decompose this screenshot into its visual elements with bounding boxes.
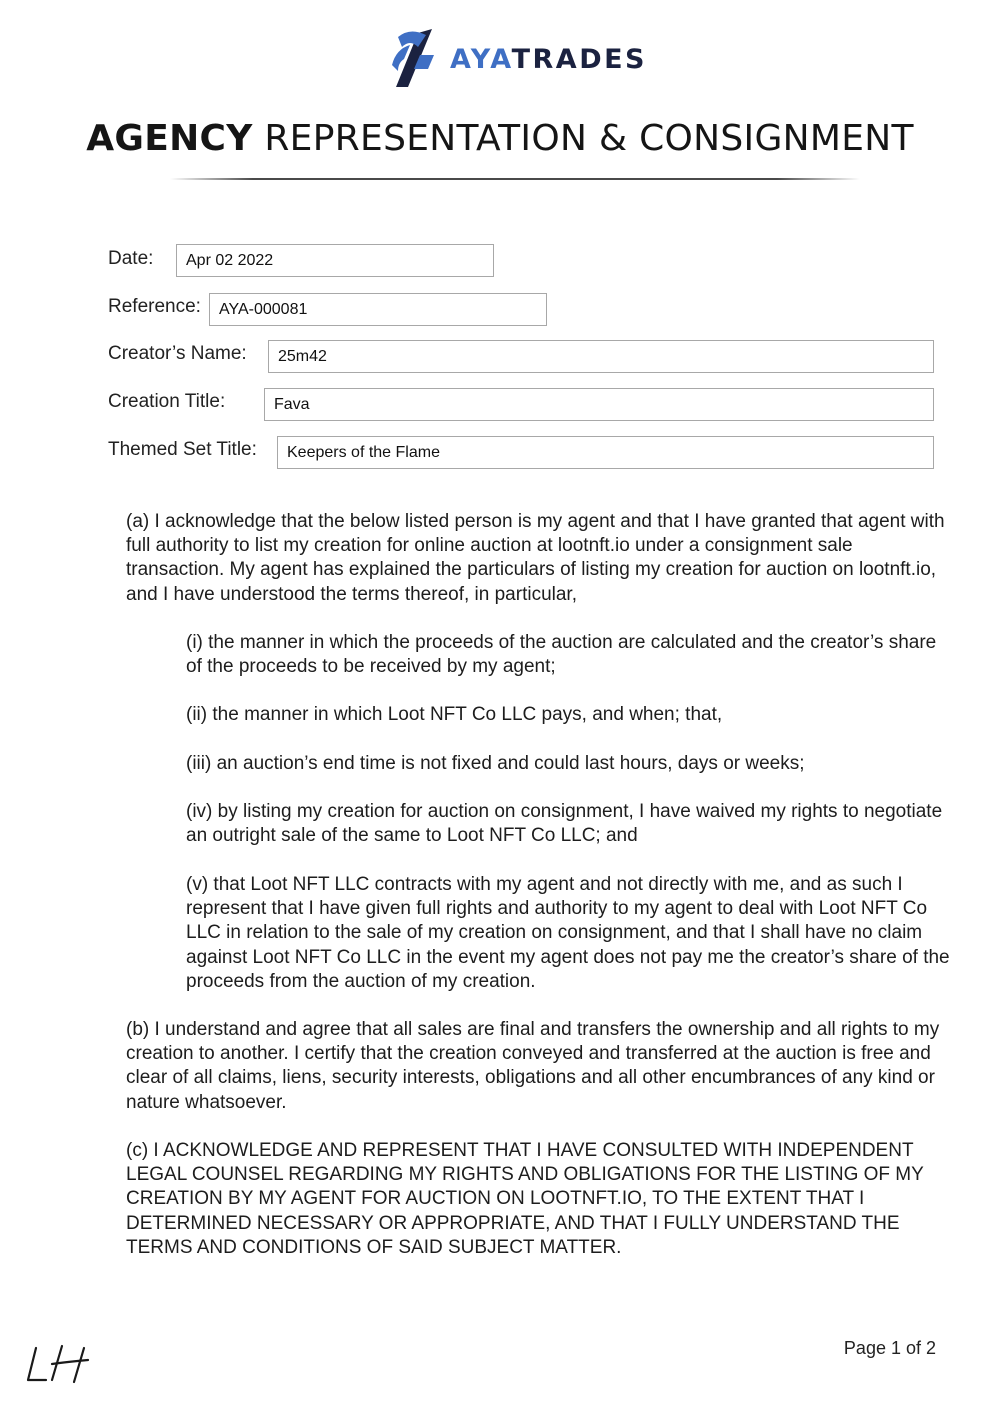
aya-slash-logo-icon	[388, 25, 440, 91]
themed-set-field[interactable]: Keepers of the Flame	[277, 436, 934, 469]
brand-wordmark	[450, 44, 647, 73]
brand-part-1: AYA	[450, 43, 512, 75]
clause-b-text: (b) I understand and agree that all sales are final and transfers the ownership and all rights to my creation to another. I certify that the creation conveyed and transferred at the auction is free and clear of all claims, liens, security interests, obligations and all other encumbrances of any kind or nature whatsoever.	[126, 1019, 940, 1113]
creation-title-label: Creation Title:	[108, 391, 226, 412]
clause-a-item-iv: (iv) by listing my creation for auction on consignment, I have waived my rights to negotiate an outright sale of the same to Loot NFT Co LLC; and	[186, 801, 943, 847]
clause-b	[126, 1018, 956, 1115]
creator-name-field[interactable]: 25m42	[268, 340, 934, 373]
page-number: Page 1 of 2	[843, 1338, 936, 1358]
clause-a-text: (a) I acknowledge that the below listed person is my agent and that I have granted that agent with full authority to list my creation for online auction at lootnft.io under a consignment sale transaction. My agent has explained the particulars of listing my creation for auction on lootnft.io, and I have understood the terms thereof, in particular,	[126, 511, 945, 605]
clause-a-item-iii: (iii) an auction’s end time is not fixed and could last hours, days or weeks;	[186, 753, 805, 774]
document-title-rest: REPRESENTATION & CONSIGNMENT	[252, 118, 914, 159]
clause-a-item-i: (i) the manner in which the proceeds of the auction are calculated and the creator’s share of the proceeds to be received by my agent;	[186, 632, 937, 678]
clause-a-item-ii: (ii) the manner in which Loot NFT Co LLC pays, and when; that,	[186, 704, 723, 725]
clause-a-item-v: (v) that Loot NFT LLC contracts with my agent and not directly with me, and as such I represent that I have given full rights and authority to my agent to deal with Loot NFT Co LLC in relation to the sale of my creation on consignment, and that I shall have no claim against Loot NFT Co LLC in the event my agent does not pay me the creator’s share of the proceeds from the auction of my creation.	[186, 874, 950, 992]
date-label: Date:	[108, 248, 154, 269]
document-title	[0, 118, 1000, 159]
document-title-bold: AGENCY	[86, 118, 253, 159]
reference-field[interactable]: AYA-000081	[209, 293, 547, 326]
reference-label: Reference:	[108, 296, 201, 317]
date-field[interactable]: Apr 02 2022	[176, 244, 494, 277]
clause-c	[126, 1139, 956, 1260]
clause-c-text: (c) I ACKNOWLEDGE AND REPRESENT THAT I HAVE CONSULTED WITH INDEPENDENT LEGAL COUNSEL REGARDING MY RIGHTS AND OBLIGATIONS FOR THE LISTING OF MY CREATION BY MY AGENT FOR AUCTION ON LOOTNFT.IO, TO THE EXTENT THAT I DETERMINED NECESSARY OR APPROPRIATE, AND THAT I FULLY UNDERSTAND THE TERMS AND CONDITIONS OF SAID SUBJECT MATTER.	[126, 1140, 924, 1258]
clause-a	[126, 510, 956, 607]
initials-signature	[22, 1340, 96, 1388]
brand-logo	[388, 24, 647, 92]
title-divider	[170, 178, 860, 180]
brand-part-2: TRADES	[511, 43, 647, 75]
creation-title-field[interactable]: Fava	[264, 388, 934, 421]
creator-name-label: Creator’s Name:	[108, 343, 247, 364]
themed-set-label: Themed Set Title:	[108, 439, 257, 460]
